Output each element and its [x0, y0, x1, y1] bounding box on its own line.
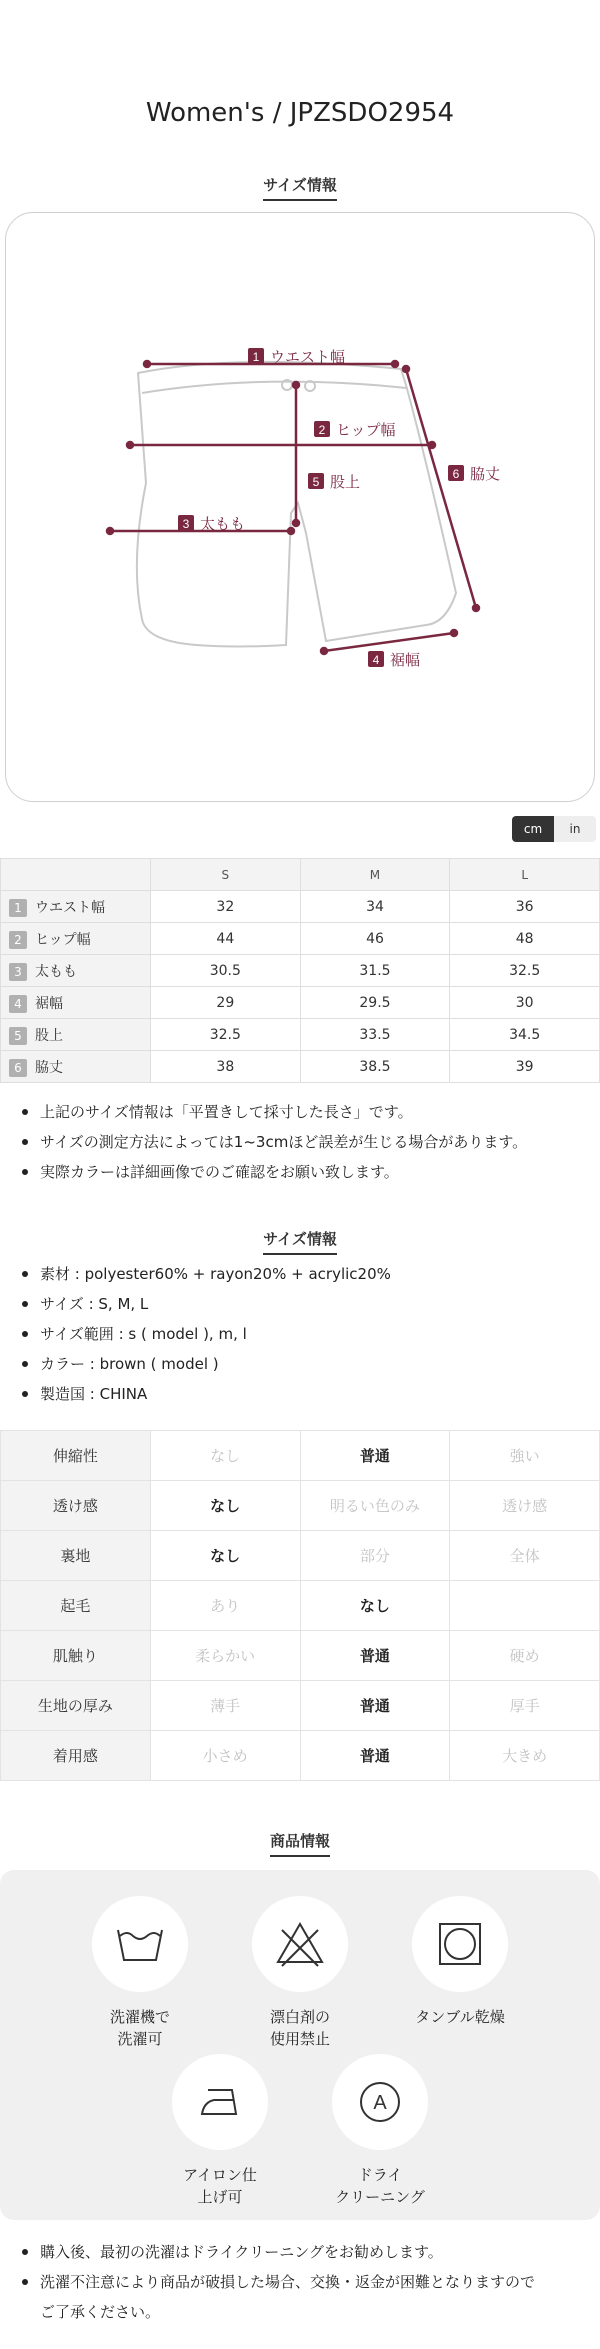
- product-info-heading-text: 商品情報: [270, 1830, 330, 1857]
- size-info-heading: [0, 174, 600, 201]
- iron-icon: [192, 2074, 248, 2130]
- row-label: [1, 955, 151, 987]
- care-item-tumble: [390, 1896, 530, 2028]
- table-cell: 38: [151, 1051, 301, 1083]
- feel-option: 全体: [450, 1531, 600, 1581]
- row-label-text: ヒップ幅: [35, 931, 91, 948]
- care-label: ドライ クリーニング: [335, 2166, 425, 2206]
- row-label-text: 裾幅: [35, 995, 63, 1012]
- list-item: サイズ範囲 : s ( model ), m, l: [18, 1319, 391, 1349]
- feel-option: 小さめ: [150, 1731, 300, 1781]
- info-list: [18, 1259, 391, 1409]
- table-row: [1, 1681, 600, 1731]
- diagram-label-1: [248, 348, 345, 366]
- feel-row-label: 肌触り: [1, 1631, 151, 1681]
- table-cell: 30: [450, 987, 600, 1019]
- table-row: [1, 1731, 600, 1781]
- table-row: [1, 1431, 600, 1481]
- svg-text:股上: 股上: [330, 473, 361, 491]
- row-number-badge: 4: [9, 995, 27, 1013]
- table-cell: 39: [450, 1051, 600, 1083]
- table-cell: 32.5: [151, 1019, 301, 1051]
- size-diagram: [5, 212, 595, 802]
- row-label-text: 脇丈: [35, 1059, 63, 1076]
- table-cell: 38.5: [300, 1051, 450, 1083]
- svg-text:2: 2: [318, 423, 326, 437]
- row-label: [1, 1051, 151, 1083]
- feel-option: [450, 1581, 600, 1631]
- table-row: [1, 891, 600, 923]
- table-row: [1, 1631, 600, 1681]
- feel-row-label: 伸縮性: [1, 1431, 151, 1481]
- list-item: サイズ : S, M, L: [18, 1289, 391, 1319]
- feel-option-selected: 普通: [300, 1681, 450, 1731]
- feel-option-selected: 普通: [300, 1431, 450, 1481]
- size-table: [0, 858, 600, 1083]
- care-circle: [172, 2054, 268, 2150]
- list-item: サイズの測定方法によっては1~3cmほど誤差が生じる場合があります。: [18, 1127, 527, 1157]
- row-label: [1, 891, 151, 923]
- feel-option: 部分: [300, 1531, 450, 1581]
- list-item: カラー : brown ( model ): [18, 1349, 391, 1379]
- table-cell: 46: [300, 923, 450, 955]
- care-circle: [332, 2054, 428, 2150]
- table-cell: 34.5: [450, 1019, 600, 1051]
- svg-text:5: 5: [312, 475, 320, 489]
- table-row: [1, 1531, 600, 1581]
- svg-text:A: A: [373, 2092, 387, 2114]
- feel-row-label: 生地の厚み: [1, 1681, 151, 1731]
- feel-option: 大きめ: [450, 1731, 600, 1781]
- feel-option: 明るい色のみ: [300, 1481, 450, 1531]
- care-instructions-box: [0, 1870, 600, 2220]
- feel-option-selected: 普通: [300, 1631, 450, 1681]
- size-table-header: [1, 859, 600, 891]
- svg-text:4: 4: [372, 653, 380, 667]
- unit-in-button[interactable]: in: [554, 816, 596, 842]
- care-item-bleach: [230, 1896, 370, 2050]
- table-cell: 44: [151, 923, 301, 955]
- feel-option-selected: なし: [300, 1581, 450, 1631]
- feel-option-selected: なし: [150, 1481, 300, 1531]
- table-row: [1, 987, 600, 1019]
- row-label-text: ウエスト幅: [35, 899, 105, 916]
- table-row: [1, 1019, 600, 1051]
- table-cell: 32: [151, 891, 301, 923]
- svg-text:1: 1: [252, 350, 260, 364]
- row-number-badge: 3: [9, 963, 27, 981]
- care-label: タンブル乾燥: [415, 2008, 505, 2026]
- svg-text:太もも: 太もも: [200, 515, 246, 533]
- svg-text:ウエスト幅: ウエスト幅: [270, 348, 346, 366]
- list-item: 上記のサイズ情報は「平置きして採寸した長さ」です。: [18, 1097, 527, 1127]
- list-item: 購入後、最初の洗濯はドライクリーニングをお勧めします。: [18, 2237, 535, 2267]
- diagram-label-5: [308, 473, 360, 491]
- row-number-badge: 2: [9, 931, 27, 949]
- product-title: Women's / JPZSDO2954: [145, 98, 455, 128]
- care-circle: [252, 1896, 348, 1992]
- washing-machine-icon: [112, 1916, 168, 1972]
- table-cell: 36: [450, 891, 600, 923]
- care-label: 漂白剤の 使用禁止: [269, 2008, 330, 2048]
- table-cell: 30.5: [151, 955, 301, 987]
- info-heading-text: サイズ情報: [263, 1228, 337, 1255]
- row-label-text: 股上: [35, 1027, 63, 1044]
- feel-option-selected: なし: [150, 1531, 300, 1581]
- row-number-badge: 1: [9, 899, 27, 917]
- size-col-l: L: [450, 859, 600, 891]
- table-row: [1, 923, 600, 955]
- care-item-iron: [150, 2054, 290, 2208]
- feel-row-label: 裏地: [1, 1531, 151, 1581]
- diagram-label-4: [368, 651, 420, 669]
- care-item-dryclean: [310, 2054, 450, 2208]
- care-label: 洗濯機で 洗濯可: [109, 2008, 170, 2048]
- list-item: 実際カラーは詳細画像でのご確認をお願い致します。: [18, 1157, 527, 1187]
- table-cell: 48: [450, 923, 600, 955]
- feel-row-label: 着用感: [1, 1731, 151, 1781]
- feel-option: 薄手: [150, 1681, 300, 1731]
- size-info-heading-text: サイズ情報: [263, 174, 337, 201]
- care-circle: [92, 1896, 188, 1992]
- row-number-badge: 6: [9, 1059, 27, 1077]
- list-item: 洗濯不注意により商品が破損した場合、交換・返金が困難となりますので ご了承ください。: [18, 2267, 535, 2327]
- feel-option: 強い: [450, 1431, 600, 1481]
- table-row: [1, 1581, 600, 1631]
- table-row: [1, 1051, 600, 1083]
- svg-text:3: 3: [182, 517, 190, 531]
- feel-option: 透け感: [450, 1481, 600, 1531]
- row-label: [1, 987, 151, 1019]
- product-info-heading: [0, 1830, 600, 1857]
- list-item: 製造国 : CHINA: [18, 1379, 391, 1409]
- unit-cm-button[interactable]: cm: [512, 816, 554, 842]
- row-number-badge: 5: [9, 1027, 27, 1045]
- care-circle: [412, 1896, 508, 1992]
- row-label-text: 太もも: [35, 963, 77, 980]
- table-cell: 34: [300, 891, 450, 923]
- svg-text:6: 6: [452, 467, 460, 481]
- feel-option-selected: 普通: [300, 1731, 450, 1781]
- table-cell: 31.5: [300, 955, 450, 987]
- row-label: [1, 1019, 151, 1051]
- svg-text:裾幅: 裾幅: [390, 651, 421, 669]
- svg-text:脇丈: 脇丈: [470, 465, 501, 483]
- care-notes-list: [18, 2237, 535, 2327]
- size-notes-list: [18, 1097, 527, 1187]
- feel-option: 厚手: [450, 1681, 600, 1731]
- fabric-feel-table: [0, 1430, 600, 1781]
- size-col-s: S: [151, 859, 301, 891]
- feel-option: なし: [150, 1431, 300, 1481]
- diagram-label-3: [178, 515, 245, 533]
- no-bleach-icon: [272, 1916, 328, 1972]
- feel-option: 硬め: [450, 1631, 600, 1681]
- size-col-m: M: [300, 859, 450, 891]
- diagram-label-2: [314, 421, 396, 439]
- feel-row-label: 透け感: [1, 1481, 151, 1531]
- info-heading: [0, 1228, 600, 1255]
- svg-text:ヒップ幅: ヒップ幅: [336, 421, 396, 439]
- diagram-label-6: [448, 465, 500, 483]
- unit-toggle: [512, 816, 596, 842]
- table-cell: 32.5: [450, 955, 600, 987]
- table-cell: 33.5: [300, 1019, 450, 1051]
- care-item-washing: [70, 1896, 210, 2050]
- tumble-dry-icon: [432, 1916, 488, 1972]
- feel-option: 柔らかい: [150, 1631, 300, 1681]
- size-table-corner: [1, 859, 151, 891]
- table-cell: 29: [151, 987, 301, 1019]
- table-cell: 29.5: [300, 987, 450, 1019]
- dry-clean-icon: [352, 2074, 408, 2130]
- table-row: [1, 955, 600, 987]
- feel-option: あり: [150, 1581, 300, 1631]
- feel-row-label: 起毛: [1, 1581, 151, 1631]
- list-item: 素材 : polyester60% + rayon20% + acrylic20%: [18, 1259, 391, 1289]
- table-row: [1, 1481, 600, 1531]
- row-label: [1, 923, 151, 955]
- shorts-diagram-svg: [6, 213, 596, 803]
- care-label: アイロン仕 上げ可: [183, 2166, 257, 2206]
